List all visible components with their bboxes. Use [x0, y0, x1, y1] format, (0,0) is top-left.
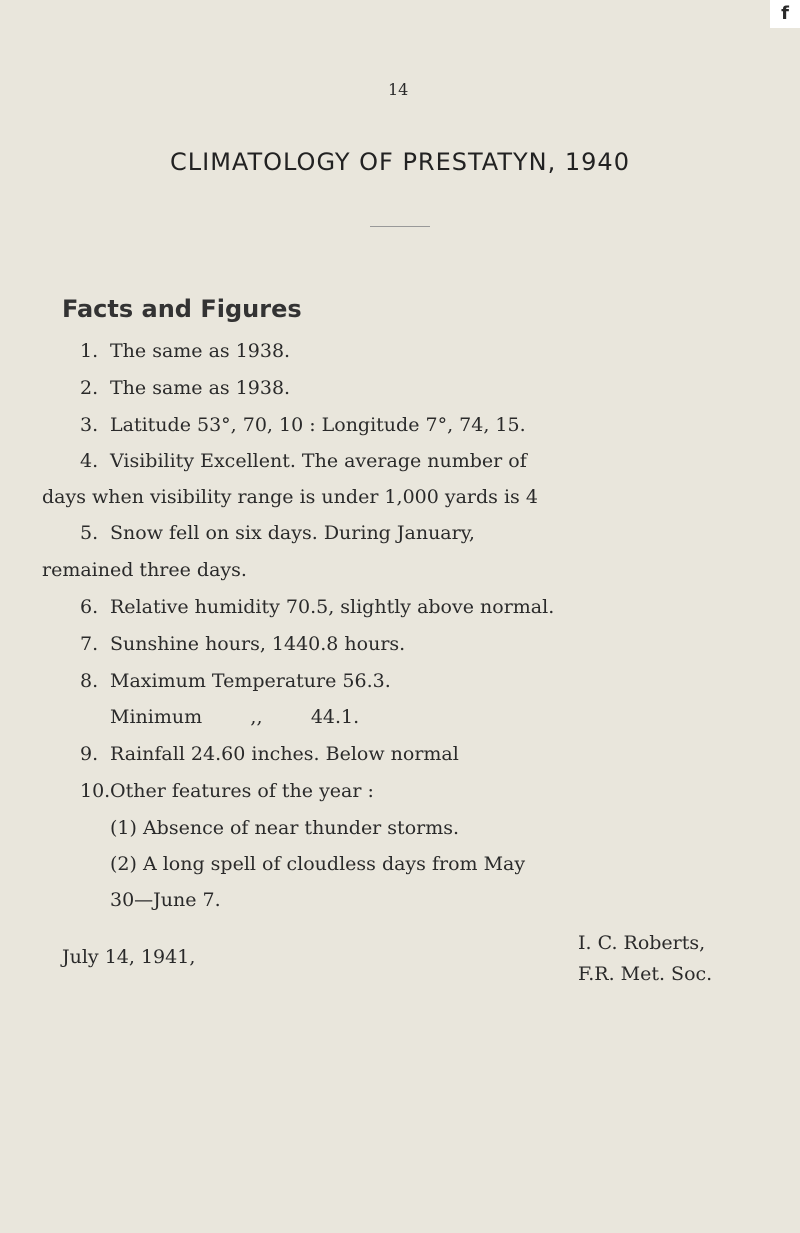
- list-item: [80, 414, 526, 436]
- document-date: July 14, 1941,: [62, 946, 196, 968]
- item-text: Latitude 53°, 70, 10 : Longitude 7°, 74, 15.: [110, 414, 526, 436]
- item-number: 6.: [80, 596, 99, 618]
- item-number: 4.: [80, 450, 99, 472]
- item-continuation: remained three days.: [42, 559, 247, 581]
- list-item: [80, 596, 554, 618]
- signature-block: [578, 928, 712, 990]
- section-heading: Facts and Figures: [62, 295, 302, 323]
- item-continuation: days when visibility range is under 1,000 yards is 4: [42, 486, 538, 508]
- sub-list-item: (2) A long spell of cloudless days from May: [110, 853, 526, 875]
- item-continuation: Minimum ,, 44.1.: [110, 706, 360, 728]
- list-item: [80, 340, 290, 362]
- author-credential: F.R. Met. Soc.: [578, 963, 713, 985]
- item-number: 5.: [80, 522, 99, 544]
- page-title: CLIMATOLOGY OF PRESTATYN, 1940: [170, 148, 630, 176]
- item-number: 8.: [80, 670, 99, 692]
- item-text: The same as 1938.: [110, 377, 291, 399]
- list-item: [80, 780, 374, 802]
- list-item: [80, 633, 405, 655]
- author-name: I. C. Roberts,: [578, 932, 706, 954]
- item-text: Snow fell on six days. During January,: [110, 522, 475, 544]
- list-item: [80, 450, 527, 472]
- item-number: 3.: [80, 414, 99, 436]
- item-text: Maximum Temperature 56.3.: [110, 670, 391, 692]
- item-text: Rainfall 24.60 inches. Below normal: [110, 743, 459, 765]
- corner-mark: f: [770, 0, 800, 28]
- list-item: [80, 522, 475, 544]
- item-number: 7.: [80, 633, 99, 655]
- list-item: [80, 670, 391, 692]
- list-item: [80, 377, 290, 399]
- item-text: Visibility Excellent. The average number of: [110, 450, 527, 472]
- item-number: 1.: [80, 340, 99, 362]
- item-number: 2.: [80, 377, 99, 399]
- item-number: 9.: [80, 743, 99, 765]
- sub-list-item: (1) Absence of near thunder storms.: [110, 817, 460, 839]
- item-text: Other features of the year :: [110, 780, 374, 802]
- page-number: 14: [388, 80, 409, 99]
- item-continuation: 30—June 7.: [110, 889, 221, 911]
- title-divider: [370, 226, 430, 227]
- item-number: 10.: [80, 780, 111, 802]
- item-text: Relative humidity 70.5, slightly above normal.: [110, 596, 555, 618]
- item-text: The same as 1938.: [110, 340, 291, 362]
- item-text: Sunshine hours, 1440.8 hours.: [110, 633, 406, 655]
- list-item: [80, 743, 459, 765]
